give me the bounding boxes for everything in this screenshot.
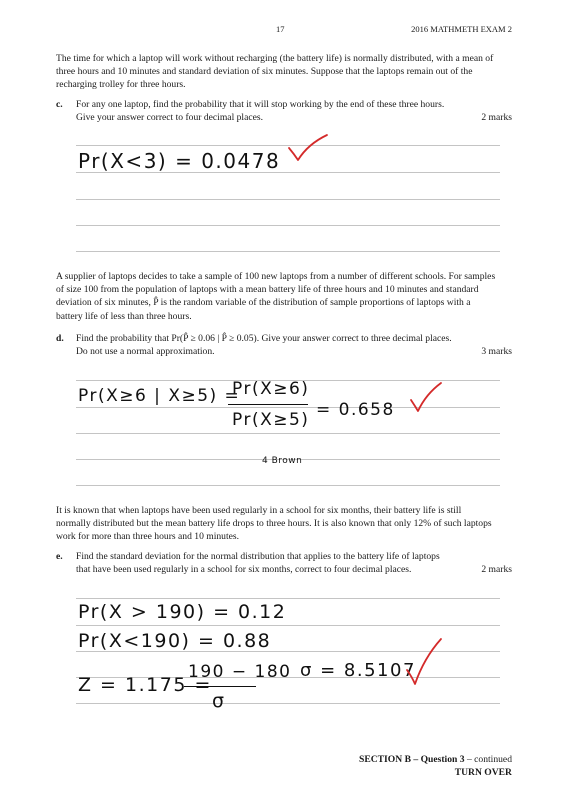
answer-line [76, 199, 500, 200]
correct-tick-icon [404, 636, 444, 688]
exam-title: 2016 MATHMETH EXAM 2 [411, 24, 512, 34]
question-e-text: Find the standard deviation for the normal distribution that applies to the battery life of laptops that have been used regularly in a school for six months, correct to four decimal places. [76, 551, 440, 576]
question-c-text: For any one laptop, find the probability that it will stop working by the end of these three hours. Give your answer correct to four decimal places. [76, 99, 445, 124]
section-continued [359, 754, 512, 765]
sample-paragraph: A supplier of laptops decides to take a sample of 100 new laptops from a number of different schools. For samples of size 100 from the population of laptops with a mean battery life of three hours and 10 minutes and standard deviation of six minutes, P̂ is the random variable of the distribution of sample proportions of laptops with a battery life of less than three hours. [56, 271, 496, 322]
correct-tick-icon [408, 380, 444, 414]
answer-line [76, 625, 500, 626]
answer-line [76, 251, 500, 252]
question-e-marks: 2 marks [481, 564, 512, 575]
question-d-marks: 3 marks [481, 346, 512, 357]
handwritten-d-numerator: Pr(X≥6) [232, 379, 310, 399]
intro-paragraph: The time for which a laptop will work without recharging (the battery life) is normally distributed, with a mean of three hours and 10 minutes and standard deviation of six minutes. Suppose that the laptops remain out of the recharging trolley for three hours. [56, 53, 494, 91]
question-d-text: Find the probability that Pr(P̂ ≥ 0.06 | P̂ ≥ 0.05). Give your answer correct to three decimal places. Do not use a normal approximation. [76, 333, 452, 358]
answer-line [76, 598, 500, 599]
handwritten-e-result: σ = 8.5107 [300, 660, 416, 681]
usage-paragraph: It is known that when laptops have been used regularly in a school for six months, their battery life is still normally distributed but the mean battery life drops to three hours. It is also known that only 12% of such laptops work for more than three hours and 10 minutes. [56, 505, 492, 543]
page-number: 17 [276, 24, 285, 34]
handwritten-d-denominator: Pr(X≥5) [232, 410, 310, 430]
handwritten-e-numerator: 190 − 180 [188, 662, 292, 682]
answer-line [76, 485, 500, 486]
question-e-label: e. [56, 551, 63, 562]
handwritten-answer-c: Pr(X<3) = 0.0478 [78, 149, 281, 173]
handwritten-d-result: = 0.658 [316, 400, 395, 420]
correct-tick-icon [286, 132, 330, 164]
fraction-bar [184, 686, 256, 687]
question-d-label: d. [56, 333, 64, 344]
question-c-marks: 2 marks [481, 112, 512, 123]
handwritten-e-line3: Z = 1.175 = [78, 674, 212, 696]
handwritten-e-denominator: σ [212, 690, 226, 712]
fraction-bar [228, 404, 308, 405]
handwritten-e-line2: Pr(X<190) = 0.88 [78, 630, 272, 652]
answer-line [76, 703, 500, 704]
answer-line [76, 225, 500, 226]
section-label: SECTION B – Question 3 [359, 754, 465, 765]
handwritten-e-line1: Pr(X > 190) = 0.12 [78, 601, 287, 623]
handwritten-d-note: 4 Brown [262, 456, 303, 466]
turn-over-label: TURN OVER [454, 767, 512, 778]
handwritten-d-left: Pr(X≥6 | X≥5) = [78, 386, 241, 406]
question-c-label: c. [56, 99, 63, 110]
answer-line [76, 433, 500, 434]
continued-label: – continued [464, 754, 512, 765]
